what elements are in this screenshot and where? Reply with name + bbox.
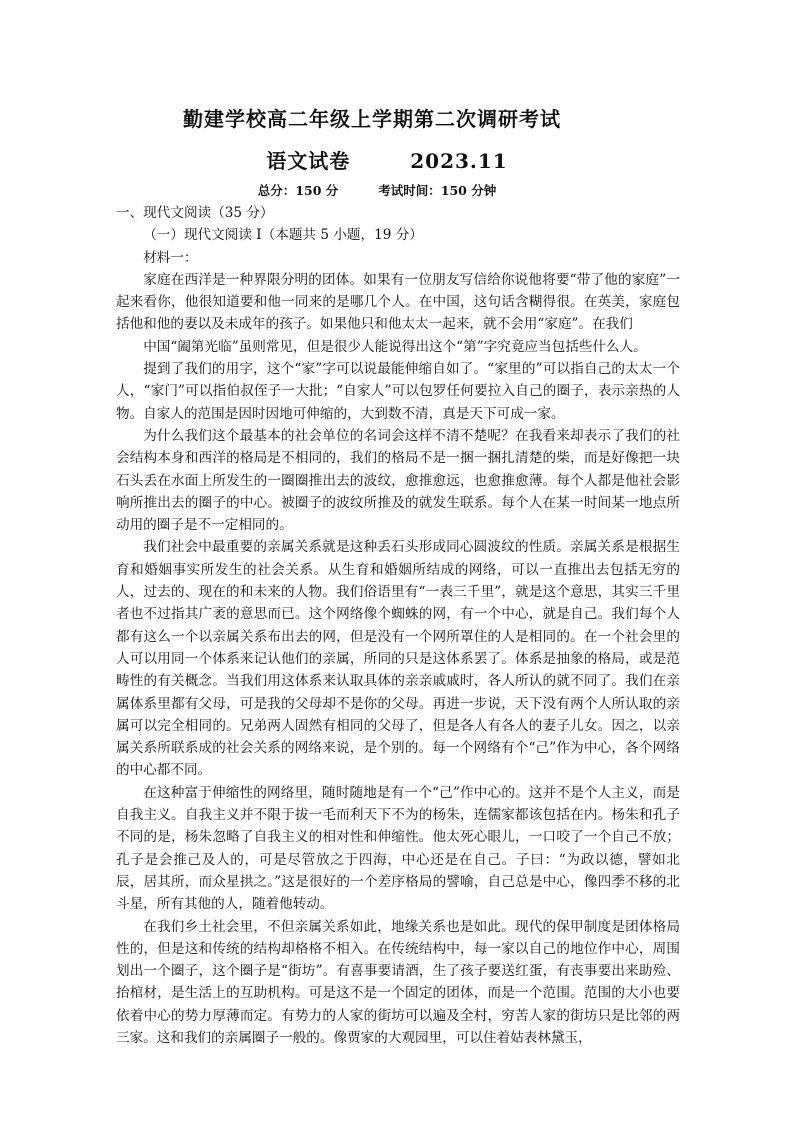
material-label: 材料一： bbox=[143, 249, 198, 266]
exam-date: 2023.11 bbox=[410, 149, 508, 173]
reading-body bbox=[116, 202, 680, 1049]
paragraph: 提到了我们的用字，这个“家”字可以说最能伸缩自如了。“家里的”可以指自己的太太一个人，“家门”可以指伯叔侄子一大批；“自家人”可以包罗任何要拉入自己的圈子，表示亲热的人物。自家人的范围是因时因地可伸缩的，大到数不清，真是天下可成一家。 bbox=[116, 361, 680, 422]
subject-title: 语文试卷 bbox=[266, 149, 351, 173]
paragraph: 我们社会中最重要的亲属关系就是这种丢石头形成同心圆波纹的性质。亲属关系是根据生育和婚姻事实所发生的社会关系。从生育和婚姻所结成的网络，可以一直推出去包括无穷的人，过去的、现在的和未来的人物。我们俗语里有“一表三千里”，就是这个意思，其实三千里者也不过指其广袤的意思而已。这个网络像个蜘蛛的网，有一个中心，就是自己。我们每个人都有这么一个以亲属关系布出去的网，但是没有一个网所罩住的人是相同的。在一个社会里的人可以用同一个体系来记认他们的亲属，所同的只是这体系罢了。体系是抽象的格局，或是范畴性的有关概念。当我们用这体系来认取具体的亲亲戚戚时，各人所认的就不同了。我们在亲属体系里都有父母，可是我的父母却不是你的父母。再进一步说，天下没有两个人所认取的亲属可以完全相同的。兄弟两人固然有相同的父母了，但是各人有各人的妻子儿女。因之，以亲属关系所联系成的社会关系的网络来说，是个别的。每一个网络有个“己”作为中心，各个网络的中心都不同。 bbox=[116, 539, 680, 779]
subject-line bbox=[0, 145, 784, 174]
exam-meta bbox=[0, 181, 774, 199]
subsection-heading: （一）现代文阅读 I（本题共 5 小题，19 分） bbox=[143, 227, 423, 244]
paragraph: 在我们乡土社会里，不但亲属关系如此，地缘关系也是如此。现代的保甲制度是团体格局性的，但是这和传统的结构却格格不相入。在传统结构中，每一家以自己的地位作中心，周围划出一个圈子，这个圈子是“街坊”。有喜事要请酒，生了孩子要送红蛋，有丧事要出来助殓、抬棺材，是生活上的互助机构。可是这不是一个固定的团体，而是一个范围。范围的大小也要依着中心的势力厚薄而定。有势力的人家的街坊可以遍及全村，穷苦人家的街坊只是比邻的两三家。这和我们的亲属圈子一般的。像贾家的大观园里，可以住着姑表林黛玉， bbox=[116, 918, 680, 1046]
paragraph: 家庭在西洋是一种界限分明的团体。如果有一位朋友写信给你说他将要“带了他的家庭”一起来看你，他很知道要和他一同来的是哪几个人。在中国，这句话含糊得很。在英美，家庭包括他和他的妻以及未成年的孩子。如果他只和他太太一起来，就不会用“家庭”。在我们 bbox=[116, 271, 680, 333]
paragraph: 为什么我们这个最基本的社会单位的名词会这样不清不楚呢？在我看来却表示了我们的社会结构本身和西洋的格局是不相同的，我们的格局不是一捆一捆扎清楚的柴，而是好像把一块石头丢在水面上所发生的一圈圈推出去的波纹，愈推愈远，也愈推愈薄。每个人都是他社会影响所推出去的圈子的中心。被圈子的波纹所推及的就发生联系。每个人在某一时间某一地点所动用的圈子是不一定相同的。 bbox=[116, 427, 680, 534]
paragraph: 中国“阖第光临”虽则常见，但是很少人能说得出这个“第”字究竟应当包括些什么人。 bbox=[143, 338, 647, 355]
paragraph: 在这种富于伸缩性的网络里，随时随地是有一个“己”作中心的。这并不是个人主义，而是自我主义。自我主义并不限于拔一毛而利天下不为的杨朱，连儒家都该包括在内。杨朱和孔子不同的是，杨朱忽略了自我主义的相对性和伸缩性。他太死心眼儿，一口咬了一个自己不放；孔子是会推己及人的，可是尽管放之于四海，中心还是在自己。子曰：“为政以德，譬如北辰，居其所，而众星拱之。”这是很好的一个差序格局的譬喻，自己总是中心，像四季不移的北斗星，所有其他的人，随着他转动。 bbox=[116, 784, 680, 913]
exam-time: 考试时间：150 分钟 bbox=[378, 183, 497, 198]
school-exam-title: 勤建学校高二年级上学期第二次调研考试 bbox=[183, 107, 561, 131]
total-score: 总分：150 分 bbox=[257, 183, 339, 198]
section-heading: 一、现代文阅读（35 分） bbox=[116, 205, 274, 221]
